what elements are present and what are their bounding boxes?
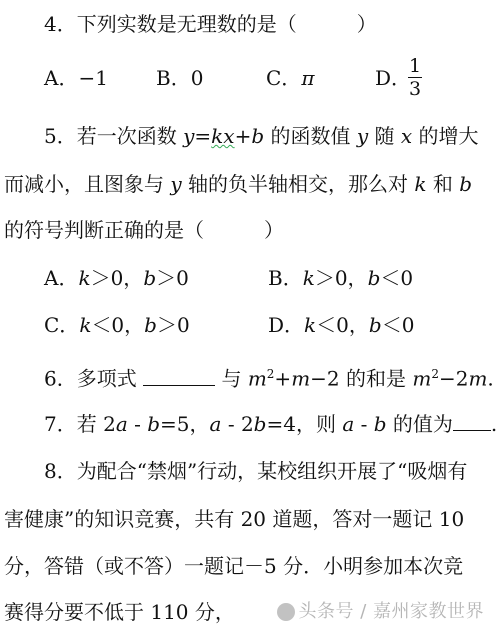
var-a: a [209,412,222,436]
exponent: 2 [431,367,439,381]
q6-line [44,362,494,391]
q8-line-1 [44,459,467,483]
q5-line-2 [4,172,472,196]
var-b: b [251,124,265,148]
var-k: k [304,313,317,337]
option-text: ＜0， [91,313,145,337]
var-m: m [247,366,267,391]
var-a: a [342,412,355,436]
var-b: b [143,266,157,290]
q6-text: 与 [221,366,248,391]
q4-options [44,66,108,90]
var-b: b [367,266,381,290]
option-text: ＞0 [156,266,189,290]
q5-text: 的符号判断正确的是（ ） [4,218,284,242]
q7-text: - [127,412,148,436]
q8-text: 分，答错（或不答）一题记－5 分．小明参加本次竞 [4,554,464,578]
q5-option-b [268,266,413,290]
var-b: b [144,313,157,337]
option-label: B． [268,266,303,290]
option-text: ＞0， [90,266,144,290]
option-text: ＞0， [314,266,368,290]
q4-option-a-value: −1 [78,66,108,90]
var-a: a [115,412,128,436]
q5-text: + [234,124,252,148]
q5-option-a [44,266,189,290]
q4-option-c [266,66,314,90]
var-b: b [459,172,473,196]
q8-text: 赛得分要不低于 110 分， [4,600,235,624]
exponent: 2 [266,367,275,381]
var-b: b [368,313,382,337]
var-y: y [183,124,195,148]
fraction-denominator: 3 [408,78,422,100]
watermark-logo-icon [277,603,295,621]
q5-text: 的函数值 [264,124,357,148]
q6-text: −2 [438,366,469,391]
var-k: k [78,266,91,290]
var-m: m [412,366,432,391]
option-label: A． [44,266,79,290]
var-k: k [79,313,92,337]
q5-line-1 [44,124,479,148]
var-b: b [147,412,161,436]
q5-option-c [44,313,190,337]
watermark-text: 头条号 / 嘉州家教世界 [298,601,484,622]
q6-text: 6．多项式 [44,366,137,391]
option-label: D． [268,313,305,337]
option-label: C． [44,313,80,337]
q7-text: =4，则 [266,412,343,436]
q5-text: 5．若一次函数 [44,124,184,148]
q4-stem [44,12,377,36]
q4-option-a-label: A． [44,66,79,90]
var-kx: kx [211,124,235,148]
q8-line-3 [4,554,463,578]
q4-option-b-value: 0 [190,66,204,90]
q5-text: = [194,124,212,148]
q4-stem-text: 4．下列实数是无理数的是（ ） [44,12,377,36]
var-y: y [170,172,182,196]
q4-option-c-value: π [301,66,315,90]
q7-text: 的值为 [386,412,453,436]
q7-text: 7．若 2 [44,412,116,436]
q4-option-d-fraction [408,56,422,99]
var-b: b [253,412,267,436]
answer-blank[interactable] [453,410,491,431]
option-text: ＞0 [156,313,190,337]
q5-option-d [268,313,414,337]
q5-text: 轴的负半轴相交，那么对 [181,172,415,196]
option-text: ＜0 [380,266,414,290]
q7-text: . [490,412,497,436]
q7-text: =5， [160,412,210,436]
q8-text: 8．为配合“禁烟”行动，某校组织开展了“吸烟有 [44,459,468,483]
q8-text: 害健康”的知识竞赛，共有 20 道题，答对一题记 10 [4,507,465,531]
fraction-numerator: 1 [408,55,422,77]
q4-option-d-label: D． [375,66,412,90]
answer-blank[interactable] [143,365,215,386]
q8-line-2 [4,507,464,531]
q5-text: 的增大 [412,124,479,148]
q4-option-d [375,66,411,90]
var-k: k [302,266,315,290]
var-y: y [356,124,369,148]
q4-option-b [156,66,203,90]
var-m: m [468,366,488,391]
option-text: ＜0 [381,313,415,337]
q6-text: . [487,366,494,391]
q6-text: −2 的和是 [310,366,413,391]
q5-text: 和 [426,172,460,196]
option-text: ＜0， [316,313,369,337]
q7-line [44,410,497,436]
q6-text: + [274,366,292,391]
q4-option-b-label: B． [156,66,191,90]
q4-option-c-label: C． [266,66,302,90]
q7-text: - [354,412,374,436]
q7-text: - 2 [221,412,254,436]
var-k: k [414,172,427,196]
var-m: m [291,366,311,391]
var-b: b [373,412,387,436]
q5-text: 而减小，且图象与 [4,172,171,196]
watermark [277,597,484,623]
q5-text: 随 [368,124,401,148]
q5-line-3 [4,218,284,242]
var-x: x [400,124,413,148]
q8-line-4 [4,600,235,624]
